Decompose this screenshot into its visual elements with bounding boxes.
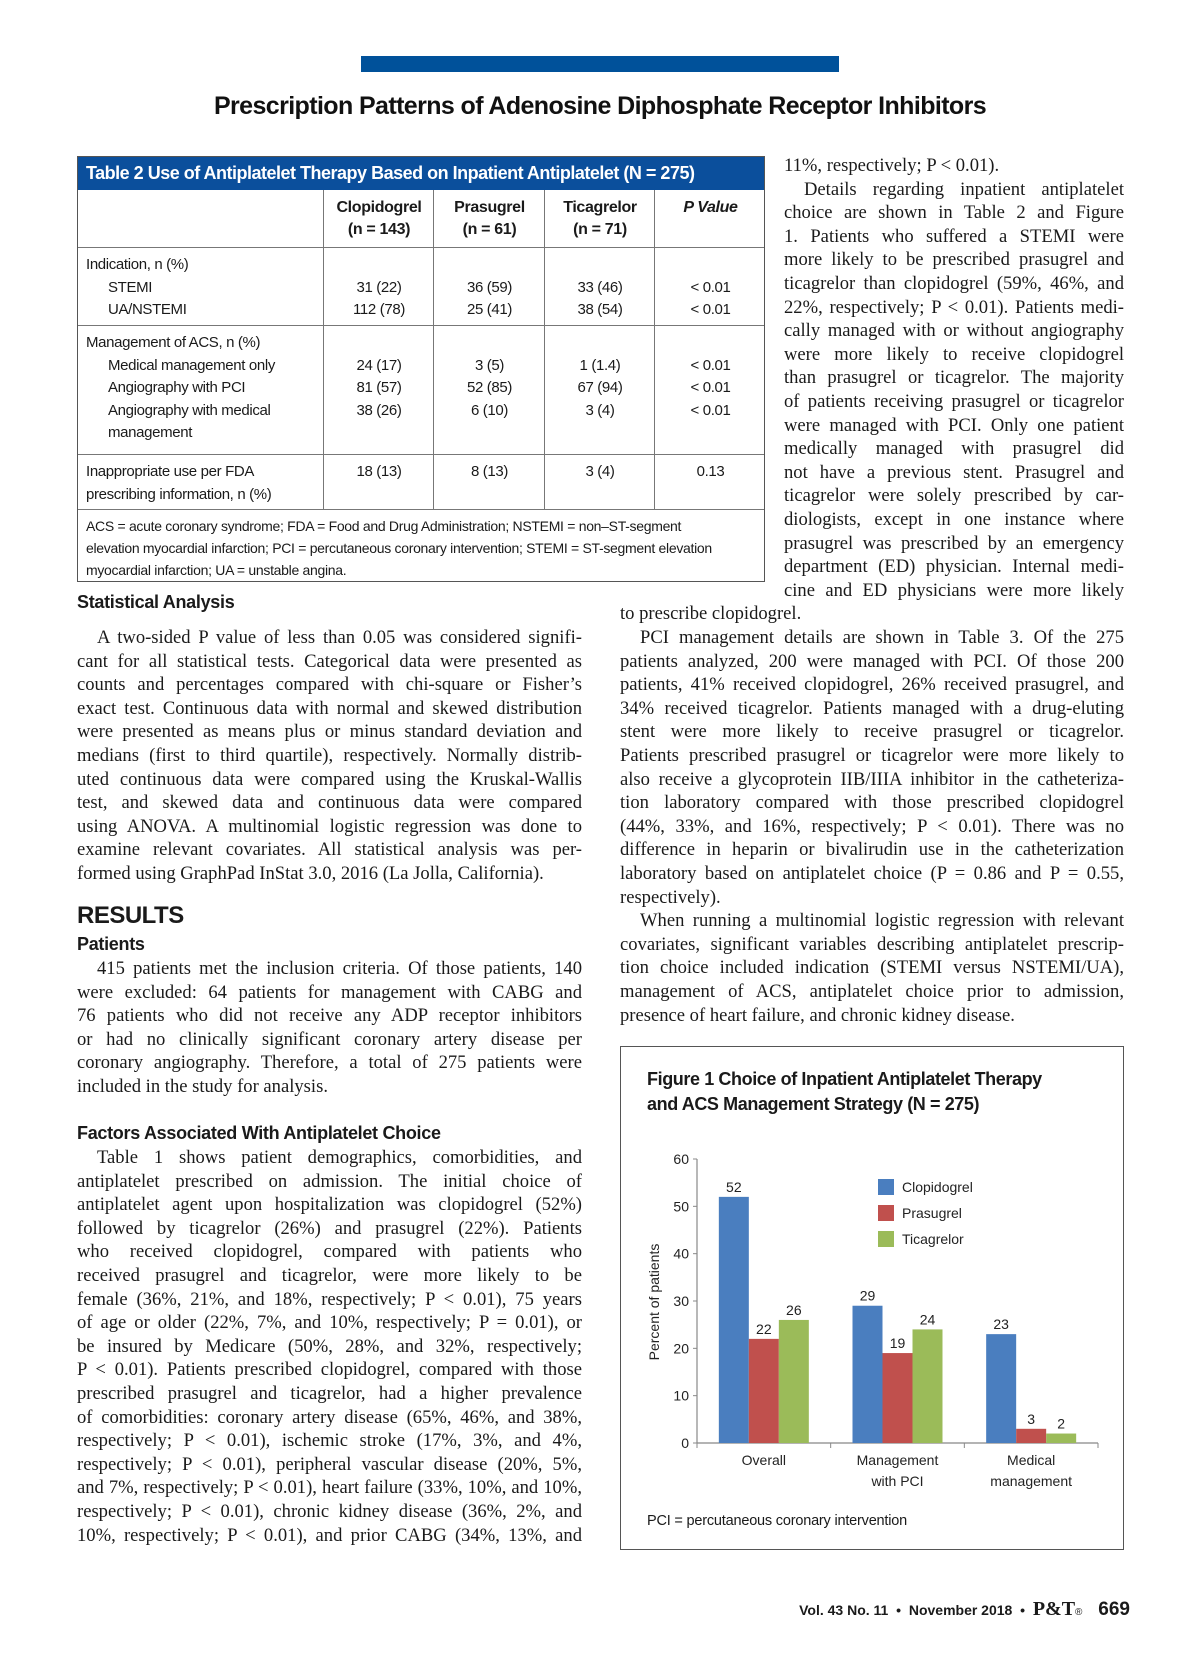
bar-clopidogrel — [853, 1306, 883, 1443]
journal-logo: P&T — [1032, 1598, 1076, 1620]
cell: 31 (22) — [356, 278, 402, 296]
bar-prasugrel — [1016, 1429, 1046, 1443]
text-line: medically managed with prasugrel did — [784, 438, 1124, 460]
text-line: ticagrelor were solely prescribed by car- — [784, 485, 1124, 507]
text-line: management of ACS, antiplatelet choice prior to admission, — [620, 980, 1124, 1002]
footer-bullet: • — [1016, 1602, 1029, 1618]
table-row — [78, 400, 764, 423]
row-label: management — [108, 424, 193, 441]
paragraph-regression — [620, 909, 1124, 1027]
column-divider — [323, 190, 324, 509]
cell: < 0.01 — [690, 379, 731, 396]
section-inappropriate-use — [78, 455, 764, 510]
category-label: Management — [856, 1452, 939, 1468]
text-line: medians (first to third quartile), respectively. Normally distrib- — [77, 744, 582, 766]
heading-factors: Factors Associated With Antiplatelet Choice — [77, 1123, 441, 1143]
text-line: diologists, except in one instance where — [784, 508, 1124, 530]
text-line: respectively). — [620, 886, 721, 908]
section-label: Indication, n (%) — [86, 256, 189, 273]
section-label-row — [78, 332, 764, 355]
text-line: (44%, 33%, and 16%, respectively; P < 0.01). There was no — [620, 815, 1124, 837]
data-label: 23 — [993, 1316, 1009, 1333]
column-divider — [654, 190, 655, 509]
text-line: respectively; P < 0.01), ischemic stroke (17%, 3%, and 4%, — [77, 1430, 582, 1452]
text-line: tion choice included indication (STEMI versus NSTEMI/UA), — [620, 957, 1124, 979]
text-line: ticagrelor than clopidogrel (59%, 46%, and — [784, 272, 1124, 294]
text-line: of age or older (22%, 7%, and 10%, respectively; P = 0.01), or — [77, 1312, 582, 1334]
cell: 3 (4) — [585, 401, 615, 419]
row-label: UA/NSTEMI — [108, 301, 187, 318]
text-line: to prescribe clopidogrel. — [620, 603, 802, 625]
text-line: exact test. Continuous data with normal and skewed distribution — [77, 697, 582, 719]
y-tick-label: 30 — [673, 1293, 689, 1309]
cell: < 0.01 — [690, 278, 731, 296]
text-line: counts and percentages compared with chi-square or Fisher’s — [77, 674, 582, 696]
footnote-line: ACS = acute coronary syndrome; FDA = Food and Drug Administration; NSTEMI = non–ST-segment — [86, 518, 682, 534]
y-tick-label: 50 — [673, 1198, 689, 1215]
y-axis-label: Percent of patients — [646, 1243, 662, 1361]
text-line: of patients receiving prasugrel or ticagrelor — [784, 390, 1124, 412]
y-tick-label: 40 — [673, 1245, 689, 1262]
cell: 67 (94) — [577, 379, 623, 396]
footnote-line: myocardial infarction; UA = unstable angina. — [86, 562, 347, 578]
figure-title-line: and ACS Management Strategy (N = 275) — [647, 1094, 980, 1114]
text-line: and 7%, respectively; P < 0.01), heart failure (33%, 10%, and 10%, — [77, 1477, 582, 1499]
text-line: Patients prescribed prasugrel or ticagrelor were more likely to — [620, 744, 1124, 766]
text-line: department (ED) physician. Internal medi- — [784, 556, 1124, 578]
table-2 — [77, 156, 765, 582]
text-line: also receive a glycoprotein IIB/IIIA inhibitor in the catheteriza- — [620, 768, 1124, 790]
text-line: Table 1 shows patient demographics, comorbidities, and — [97, 1147, 582, 1168]
cell: 1 (1.4) — [579, 356, 621, 374]
section-label-row — [78, 254, 764, 277]
table-caption: Table 2 Use of Antiplatelet Therapy Based on Inpatient Antiplatelet (N = 275) — [78, 157, 764, 190]
table-row — [78, 377, 764, 400]
column-header-clopidogrel — [324, 190, 434, 247]
row-label: Angiography with PCI — [108, 379, 246, 396]
cell: 81 (57) — [356, 379, 402, 396]
text-line: laboratory based on antiplatelet choice (P = 0.86 and P = 0.55, — [620, 862, 1124, 884]
paragraph-details — [784, 178, 1124, 603]
cell: 0.13 — [696, 463, 725, 480]
data-label: 19 — [889, 1335, 906, 1352]
category-label: with PCI — [871, 1473, 924, 1489]
text-line: followed by ticagrelor (26%) and prasugrel (22%). Patients — [77, 1217, 582, 1239]
cell: 6 (10) — [470, 401, 509, 419]
legend-label: Clopidogrel — [902, 1179, 973, 1195]
text-line: were managed with PCI. Only one patient — [784, 414, 1124, 436]
text-line: P < 0.01). Patients prescribed clopidogrel, compared with those — [77, 1359, 582, 1381]
page-footer — [0, 1598, 1130, 1621]
text-line: not have a previous stent. Prasugrel and — [784, 461, 1124, 483]
text-line: were presented as means plus or minus standard deviation and — [77, 721, 582, 743]
table-row-continuation — [78, 422, 764, 445]
cell: 25 (41) — [466, 301, 513, 318]
text-line: difference in heparin or bivalirudin use in the catheterization — [620, 839, 1124, 861]
text-line: formed using GraphPad InStat 3.0, 2016 (La Jolla, California). — [77, 862, 544, 884]
cell: 3 (4) — [585, 463, 615, 480]
footnote-line: elevation myocardial infarction; PCI = percutaneous coronary intervention; STEMI = ST-segment elevation — [86, 540, 712, 556]
text-line: respectively; P < 0.01), peripheral vascular disease (20%, 5%, — [77, 1453, 582, 1475]
text-line: antiplatelet prescribed on admission. The initial choice of — [77, 1170, 582, 1192]
table-row-continuation — [78, 484, 764, 507]
cell: 38 (26) — [356, 401, 402, 419]
text-line: were more likely to receive clopidogrel — [784, 343, 1124, 365]
legend-swatch-ticagrelor — [878, 1231, 894, 1247]
page-number: 669 — [1098, 1599, 1130, 1620]
cell: < 0.01 — [690, 301, 731, 318]
text-line: A two-sided P value of less than 0.05 was considered signifi- — [97, 627, 582, 648]
paragraph-statistical-analysis — [77, 626, 582, 886]
text-line: 10%, respectively; P < 0.01), and prior CABG (34%, 13%, and — [77, 1524, 582, 1546]
cell: 3 (5) — [474, 356, 505, 374]
footer-bullet: • — [892, 1602, 905, 1618]
text-line: covariates, significant variables describing antiplatelet prescrip- — [620, 933, 1124, 955]
text-line: choice are shown in Table 2 and Figure — [784, 202, 1124, 224]
heading-statistical-analysis: Statistical Analysis — [77, 592, 235, 612]
section-management — [78, 326, 764, 455]
table-header-row — [78, 190, 764, 248]
legend-swatch-clopidogrel — [878, 1179, 894, 1195]
legend-label: Ticagrelor — [902, 1231, 964, 1247]
column-header-prasugrel — [434, 190, 545, 247]
text-line: more likely to be prescribed prasugrel and — [784, 249, 1124, 271]
y-tick-label: 10 — [673, 1387, 689, 1404]
registered-mark: ® — [1075, 1607, 1083, 1618]
text-line: cant for all statistical tests. Categorical data were presented as — [77, 650, 582, 672]
row-label: STEMI — [108, 278, 153, 296]
text-line: presence of heart failure, and chronic kidney disease. — [620, 1004, 1015, 1026]
text-line: female (36%, 21%, and 18%, respectively; P < 0.01), 75 years — [77, 1288, 582, 1310]
header-accent-bar — [361, 56, 839, 72]
text-line: 76 patients who did not receive any ADP receptor inhibitors — [77, 1005, 582, 1027]
text-line: be insured by Medicare (50%, 28%, and 32%, respectively; — [77, 1335, 582, 1357]
paragraph-continuation — [784, 154, 1124, 178]
column-divider — [433, 190, 434, 509]
text-line: of comorbidities: coronary artery disease (65%, 46%, and 38%, — [77, 1406, 582, 1428]
text-line: received prasugrel and ticagrelor, were more likely to be — [77, 1264, 582, 1286]
column-n: (n = 143) — [347, 221, 411, 238]
text-line: patients, 41% received clopidogrel, 26% received prasugrel, and — [620, 674, 1124, 696]
y-tick-label: 20 — [673, 1340, 689, 1357]
text-line: prasugrel was prescribed by an emergency — [784, 532, 1124, 554]
cell: 52 (85) — [466, 379, 513, 396]
header-blank — [78, 190, 324, 247]
cell: 24 (17) — [356, 356, 402, 374]
column-name: Ticagrelor — [563, 199, 637, 216]
heading-results: RESULTS — [77, 902, 184, 929]
section-label: Management of ACS, n (%) — [86, 334, 261, 351]
text-line: than prasugrel or ticagrelor. The majority — [784, 367, 1124, 389]
text-line: 22%, respectively; P < 0.01). Patients medi- — [784, 296, 1124, 318]
text-line: stent were more likely to receive prasugrel or ticagrelor. — [620, 721, 1124, 743]
table-row — [78, 277, 764, 300]
bar-chart — [621, 1047, 1125, 1551]
figure-1 — [620, 1046, 1124, 1550]
table-row — [78, 299, 764, 322]
text-line: test, and skewed data and continuous data were compared — [77, 792, 582, 814]
text-line: included in the study for analysis. — [77, 1075, 328, 1097]
section-indication — [78, 248, 764, 326]
cell: 18 (13) — [356, 463, 402, 480]
legend-swatch-prasugrel — [878, 1205, 894, 1221]
heading-patients: Patients — [77, 934, 145, 954]
bar-ticagrelor — [779, 1320, 809, 1443]
bar-ticagrelor — [913, 1329, 943, 1443]
paragraph-factors — [77, 1146, 582, 1547]
cell: 8 (13) — [470, 463, 509, 480]
text-line: tion laboratory compared with those prescribed clopidogrel — [620, 792, 1124, 814]
category-label: Medical — [1007, 1452, 1056, 1468]
text-line: 11%, respectively; P < 0.01). — [784, 155, 1000, 176]
text-line: respectively; P < 0.01), chronic kidney disease (36%, 2%, and — [77, 1500, 582, 1522]
column-header-ticagrelor — [545, 190, 655, 247]
cell: < 0.01 — [690, 356, 731, 374]
column-header-p-value: P Value — [683, 199, 738, 216]
text-line: patients analyzed, 200 were managed with PCI. Of those 200 — [620, 650, 1124, 672]
text-line: coronary angiography. Therefore, a total of 275 patients were — [77, 1052, 582, 1074]
text-line: 34% received ticagrelor. Patients managed with a drug-eluting — [620, 697, 1124, 719]
data-label: 2 — [1057, 1415, 1066, 1432]
data-label: 26 — [786, 1301, 802, 1318]
text-line: prescribed prasugrel and ticagrelor, had a higher prevalence — [77, 1382, 582, 1404]
table-row — [78, 355, 764, 378]
cell: 38 (54) — [577, 301, 623, 318]
cell: 112 (78) — [353, 301, 405, 318]
paragraph-patients — [77, 957, 582, 1099]
paragraph-pci — [620, 626, 1124, 909]
figure-title-line: Figure 1 Choice of Inpatient Antiplatelet Therapy — [647, 1069, 1042, 1089]
y-tick-label: 60 — [673, 1151, 689, 1167]
data-label: 22 — [756, 1320, 772, 1337]
bar-clopidogrel — [719, 1197, 749, 1443]
data-label: 3 — [1027, 1410, 1036, 1427]
category-label: management — [990, 1473, 1073, 1489]
column-name: Clopidogrel — [336, 199, 422, 216]
y-tick-label: 0 — [681, 1435, 689, 1451]
data-label: 52 — [726, 1178, 742, 1195]
column-divider — [544, 190, 545, 509]
bar-prasugrel — [883, 1353, 913, 1443]
text-line: cine and ED physicians were more likely — [784, 579, 1124, 601]
category-label: Overall — [741, 1452, 787, 1468]
page-title: Prescription Patterns of Adenosine Diphosphate Receptor Inhibitors — [213, 92, 987, 120]
text-line: 415 patients met the inclusion criteria. Of those patients, 140 — [97, 958, 582, 979]
text-line: cally managed with or without angiography — [784, 320, 1124, 342]
text-line: PCI management details are shown in Table 3. Of the 275 — [640, 627, 1124, 648]
text-line: using ANOVA. A multinomial logistic regression was done to — [77, 815, 582, 837]
table-footnote — [78, 510, 764, 586]
row-label: Medical management only — [108, 356, 276, 374]
data-label: 29 — [859, 1287, 876, 1304]
text-line: were excluded: 64 patients for management with CABG and — [77, 981, 582, 1003]
column-n: (n = 61) — [462, 221, 517, 238]
footer-date: November 2018 — [908, 1602, 1013, 1618]
footer-volume: Vol. 43 No. 11 — [799, 1602, 889, 1618]
row-label: prescribing information, n (%) — [86, 485, 272, 503]
text-line: antiplatelet agent upon hospitalization was clopidogrel (52%) — [77, 1194, 582, 1216]
column-name: Prasugrel — [454, 199, 525, 216]
legend-label: Prasugrel — [902, 1205, 962, 1221]
paragraph-details-end — [620, 602, 1124, 626]
text-line: who received clopidogrel, compared with patients who — [77, 1241, 582, 1263]
text-line: uted continuous data were compared using the Kruskal-Wallis — [77, 768, 582, 790]
bar-clopidogrel — [986, 1334, 1016, 1443]
bar-ticagrelor — [1046, 1434, 1076, 1443]
row-label: Angiography with medical — [108, 401, 271, 419]
text-line: Details regarding inpatient antiplatelet — [804, 178, 1124, 200]
cell: 36 (59) — [466, 278, 513, 296]
column-n: (n = 71) — [573, 221, 627, 238]
figure-footnote: PCI = percutaneous coronary intervention — [647, 1513, 908, 1529]
cell: < 0.01 — [690, 401, 731, 419]
data-label: 24 — [919, 1311, 936, 1328]
text-line: examine relevant covariates. All statistical analysis was per- — [77, 839, 582, 861]
cell: 33 (46) — [577, 278, 623, 296]
table-row — [78, 461, 764, 484]
text-line: or had no clinically significant coronary artery disease per — [77, 1028, 582, 1050]
text-line: 1. Patients who suffered a STEMI were — [784, 225, 1124, 247]
row-label: Inappropriate use per FDA — [86, 463, 255, 480]
bar-prasugrel — [749, 1339, 779, 1443]
text-line: When running a multinomial logistic regression with relevant — [640, 910, 1124, 932]
